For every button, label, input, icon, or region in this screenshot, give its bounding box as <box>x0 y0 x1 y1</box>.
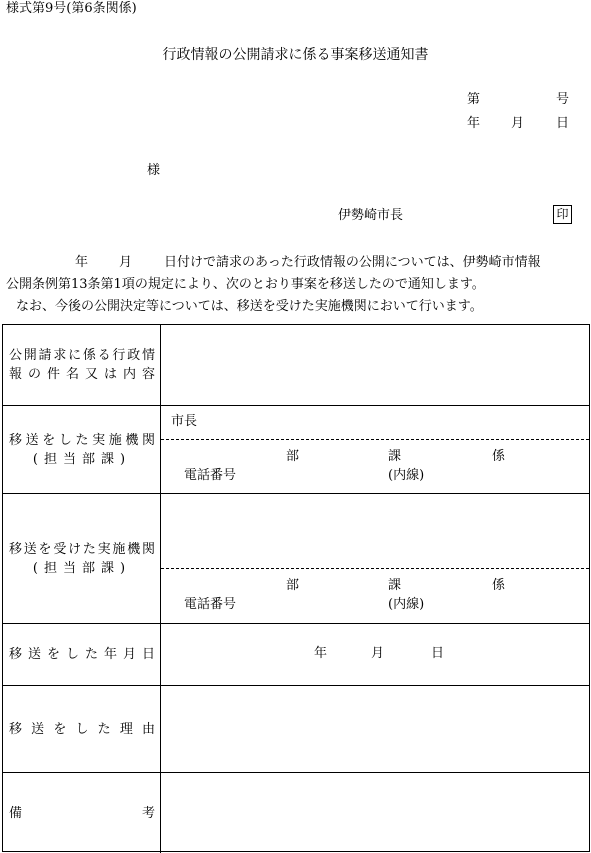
receiving-dept-ka: 課 <box>388 578 402 593</box>
transfer-date-year: 年 <box>314 646 328 661</box>
request-subject-field[interactable] <box>161 325 589 405</box>
row4-label: 移送をした年月日 <box>9 647 155 662</box>
receiving-agency-field[interactable] <box>161 494 589 624</box>
document-number-suffix: 号 <box>556 92 570 107</box>
receiving-dept-bu: 部 <box>286 578 300 593</box>
sender-name: 伊勢崎市長 <box>338 208 404 223</box>
issue-date-month: 月 <box>511 116 525 131</box>
label-cell <box>3 406 161 494</box>
row1-label-line1: 公開請求に係る行政情 <box>9 348 155 363</box>
row6-label: 備考 <box>9 806 155 821</box>
transfer-reason-field[interactable] <box>161 686 589 773</box>
table-row-transfer-date <box>3 623 589 686</box>
label-cell <box>3 624 161 686</box>
sending-dept-bu: 部 <box>286 449 300 464</box>
row1-label-line2: 報の件名又は内容 <box>9 367 155 382</box>
transfer-date-day: 日 <box>431 646 445 661</box>
form-number: 様式第9号(第6条関係) <box>6 1 137 16</box>
row3-label-line2: (担当部課) <box>32 561 132 576</box>
body-line2-text: 公開条例第13条第1項の規定により、次のとおり事案を移送したので通知します。 <box>6 277 485 292</box>
body-line1-year: 年 <box>75 255 89 270</box>
seal-stamp: 印 <box>553 205 572 224</box>
issue-date-year: 年 <box>467 116 481 131</box>
document-title: 行政情報の公開請求に係る事案移送通知書 <box>162 47 429 63</box>
table-row-remarks <box>3 772 589 853</box>
transfer-details-table <box>2 324 590 852</box>
receiving-extension-label: (内線) <box>388 597 425 612</box>
row3-label-line1: 移送を受けた実施機関 <box>9 542 155 557</box>
transfer-date-month: 月 <box>371 646 385 661</box>
sending-extension-label: (内線) <box>388 468 425 483</box>
sending-dept-ka: 課 <box>388 449 402 464</box>
body-line1-text: 日付けで請求のあった行政情報の公開については、伊勢崎市情報 <box>164 255 541 270</box>
dashed-divider <box>161 568 589 569</box>
row5-label: 移送をした理由 <box>9 722 155 737</box>
table-row-request-subject <box>3 325 589 405</box>
table-row-transfer-reason <box>3 685 589 773</box>
label-cell <box>3 494 161 624</box>
issue-date-day: 日 <box>556 116 570 131</box>
table-row-sending-agency <box>3 405 589 494</box>
remarks-field[interactable] <box>161 773 589 853</box>
sending-phone-label: 電話番号 <box>184 468 237 483</box>
transfer-date-field[interactable] <box>161 624 589 686</box>
row2-label-line1: 移送をした実施機関 <box>9 433 155 448</box>
label-cell <box>3 773 161 853</box>
dashed-divider <box>161 439 589 440</box>
receiving-phone-label: 電話番号 <box>184 597 237 612</box>
row2-label-line2: (担当部課) <box>32 452 132 467</box>
table-row-receiving-agency <box>3 493 589 624</box>
sending-dept-kakari: 係 <box>492 449 506 464</box>
sending-mayor-label: 市長 <box>171 414 198 429</box>
body-line1-month: 月 <box>119 255 133 270</box>
label-cell <box>3 686 161 773</box>
body-line3-text: なお、今後の公開決定等については、移送を受けた実施機関において行います。 <box>16 299 483 314</box>
receiving-dept-kakari: 係 <box>492 578 506 593</box>
sending-agency-field[interactable] <box>161 406 589 494</box>
label-cell <box>3 325 161 405</box>
addressee-honorific: 様 <box>147 163 161 178</box>
document-number-prefix: 第 <box>467 92 481 107</box>
